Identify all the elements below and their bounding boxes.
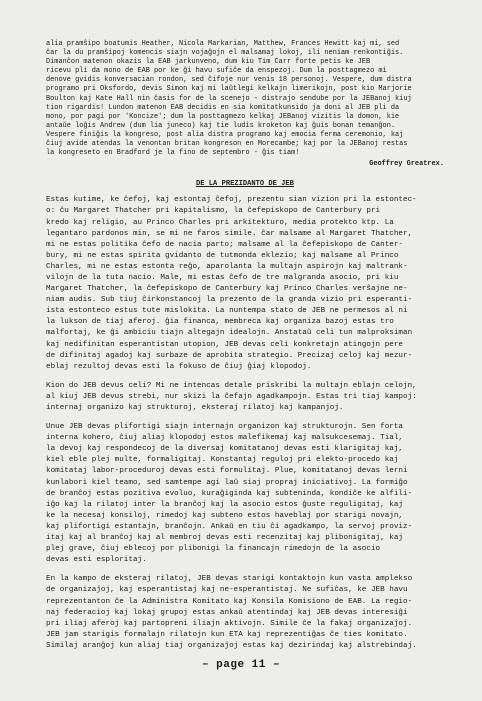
intro-paragraph: Dimanĉon matenon okazis la EAB jarkunveno, dum kiu Tim Carr forte petis ke JEB ricevu pli da mono de EAB por ke ĝi havu sufiĉe da enspezoj. Dum la posttagmezo mi denove gvidis konversacian rondon, sed ĉifoje nur venis 18 personoj. Vespere, dum distra programo pri Oksfordo, devis Simon kaj mi laŭtlegi kelkajn limerikojn, post kio Marjorie Boulton kaj Kate Hall nin ĉasis for de la scenejo - distrajo sendube por la JEBanoj kiuj tion rigardis! Lundon matenon EAB decidis en sia komitatkunsido ja doni al JEB pli da mono, por pagi por 'Koncize'; dum la posttagmezo kelkaj JEBanoj vizitis la domon, kie antaŭe loĝis Andrew (dum lia juneco) kaj tie ludis kroketon kaj ĝuis bonan temanĝon. Vespere finiĝis la kongreso, post alia distra programo kaj emocia ferma ceremonio, kaj ĉiuj avide atendas la venontan britan kongreson en Morecambe; kaj por la JEBanoj restas la kongreseto en Bradford je la fino de septembro - ĝis tiam!	[46, 58, 412, 158]
body-paragraph: Kion do JEB devus celi? Mi ne intencas detale priskribi la multajn eblajn celojn, al kiuj JEB devus strebi, nur skizi la ĉefajn agadkampojn. Estas tri tiaj kampoj: internaj organizo kaj strukturoj, eksteraj rilatoj kaj kampanjoj.	[46, 381, 417, 412]
paragraph-spacer	[46, 566, 444, 574]
paragraph-spacer	[46, 414, 444, 422]
paragraph-spacer	[46, 373, 444, 381]
body-paragraph: Estas kutime, ke ĉefoj, kaj estontaj ĉefoj, prezentu sian vizion pri la estontec- o: ĉu Margaret Thatcher pri kapitalismo, la ĉefepiskopo de Canterbury pri kredo kaj religio, au Princo Charles pri arkitekturo, media protekto ktp. La legantaro pardonos min, se mi ne faros simile. ĉar malsame al Margaret Thatcher, mi ne estas politika ĉefo de nacia parto; malsame al la ĉefepiskopo de Canter- bury, mi ne estas spirita gvidanto de tutmonda eklezio; kaj malsame al Princo Charles, mi ne estas estonta reĝo, aparolanta la multajn aspirojn kaj maltrank- vilojn de la tuta nacio. Male, mi estas ĉefo de tre malgranda asocio, pri kiu Margaret Thatcher, la ĉefepiskopo de Canterbury kaj Princo Charles verŝajne ne- niam audis. Sub tiuj ĉirkonstancoj la prezento de la granda vizio pri esperanti- ista estonteco estus tute mislokita. La nuntempa stato de JEB ne permesos al ni la lukson de tiaj aferoj. ĝia financa, membreca kaj organiza bazoj estas tro malfortaj, ke ĝi ambiciu tiajn altegajn idealojn. Anstataŭ celi tun malproksiman kaj nedifinitan esperantistan utopion, JEB devas celi konkretajn atingojn pere de difinitaj agadoj kaj surbaze de aprobita strategio. Precizaj celoj kaj mezur- eblaj rezultoj devas esti la fokuso de ĉiuj ĝiaj klopodoj.	[46, 196, 417, 371]
body-paragraph: Unue JEB devas plifortigi siajn internajn organizon kaj strukturojn. Sen forta interna kohero, ĉiuj aliaj klopodoj estos malefikemaj kaj malsukcesemaj. Tial, la devoj kaj respondecoj de la diversaj komitatanoj devas esti klarigitaj kaj, kiel eble plej multe, formaligitaj. Konstantaj reguloj pri elekto-procedo kaj komitataj labor-proceduroj devas esti formulitaj. Plue, komitatanoj devas lerni kunlabori kiel teamo, sed samtempe agi laŭ siaj propraj iniciativoj. La formiĝo de branĉoj estas pozitiva evoluo, kuraĝiginda kaj subteninda, kondiĉe ke alfili- iĝo kaj la rilatoj inter la branĉoj kaj la asocio estos ĝuste reguligitaj, kaj ke la necesaj konsiloj, rimedoj kaj subteno estos haveblaj por starigi novajn, kaj plifortigi estantajn, branĉojn. Ankaŭ en tiu ĉi agadkampo, la servoj proviz- itaj kaj al branĉoj kaj al membroj devas esti recenzitaj kaj plibonigitaj, kaj plej grave, ĉiuj eblecoj por plibonigi la financajn rimedojn de la asocio devas esti esploritaj.	[46, 423, 413, 565]
intro-paragraph: alia pramŝipo boatumis Heather, Nicola Markarian, Matthew, Frances Hewitt kaj mi, sed ĉar la du pramŝipoj komencis siajn vojaĝojn el malsamaj lokoj, ili neniam renkontiĝis.	[46, 40, 404, 58]
page-number: – page 11 –	[201, 659, 281, 671]
page-content	[46, 40, 444, 652]
body-paragraph: En la kampo de eksteraj rilatoj, JEB devas starigi kontaktojn kun vasta amplekso de organizaĵoj, kaj esperantistaj kaj ne-esperantistaj. Ne sufiĉas, ke JEB havu reprezentanton ĉe la Administra Komitato kaj Konsila Komisiono de EAB. La regio- naj federacioj kaj lokaj grupoj estas ankaŭ atentindaj kaj JEB devas interesiĝi pri iliaj aferoj kaj partopreni iliajn aktivojn. Simile ĉe la fakaj organizaĵoj. JEB jam starigis formalajn rilatojn kun ETA kaj reprezentiĝas ĉe ties komitato. Similaj aranĝoj kun aliaj tiaj organizaĵoj estas kaj dezirindaj kaj alstrebindaj.	[46, 575, 417, 650]
author-signature: Geoffrey Greatrex.	[369, 160, 444, 169]
section-heading: DE LA PREZIDANTO DE JEB	[196, 180, 294, 189]
